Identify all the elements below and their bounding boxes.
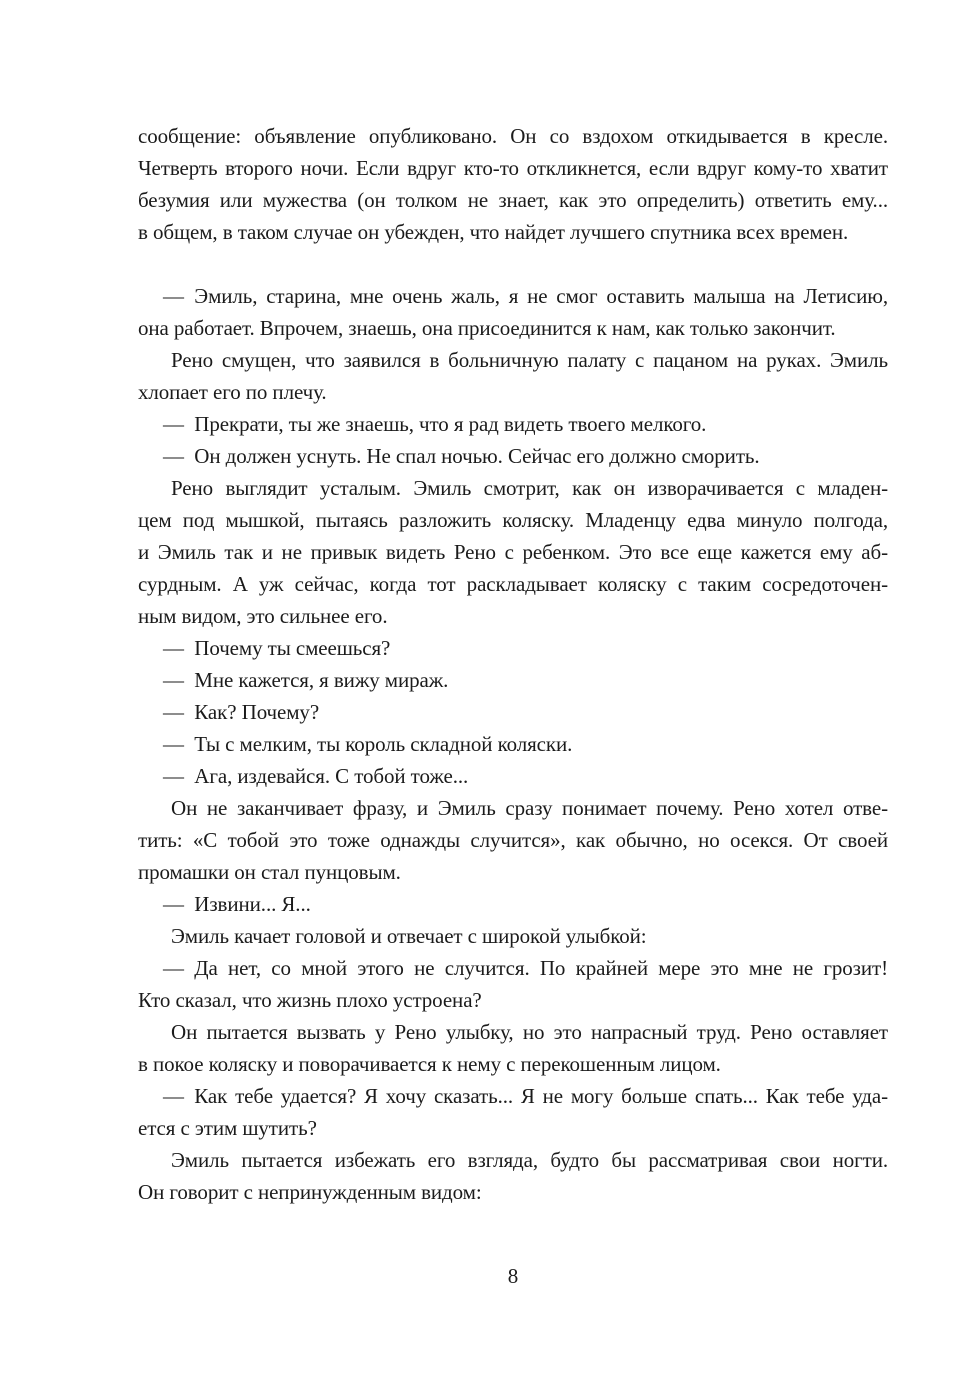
text-line: — Ты с мелким, ты король складной коляски. [163,732,573,756]
dialogue-paragraph [138,664,888,696]
text-line: — Извини... Я... [163,892,311,916]
text-line: безумия или мужества (он толком не знает, как это определить) ответить ему... [138,188,888,212]
text-line: Четверть второго ночи. Если вдруг кто-то откликнется, если вдруг кому-то хватит [138,156,888,180]
dialogue-paragraph [138,952,888,1016]
text-line: и Эмиль так и не привык видеть Рено с ребенком. Это все еще кажется ему аб- [138,540,888,564]
text-line: хлопает его по плечу. [138,380,327,404]
text-line: сурдным. А уж сейчас, когда тот раскладывает коляску с таким сосредоточен- [138,572,888,596]
continuation-paragraph [138,120,888,248]
narrative-paragraph [138,344,888,408]
text-line: Рено смущен, что заявился в больничную палату с пацаном на руках. Эмиль [171,348,888,372]
text-line: Он пытается вызвать у Рено улыбку, но это напрасный труд. Рено оставляет [171,1020,888,1044]
text-line: Рено выглядит усталым. Эмиль смотрит, как он изворачивается с младен- [171,476,888,500]
text-line: — Почему ты смеешься? [163,636,391,660]
text-line: — Да нет, со мной этого не случится. По крайней мере это мне не грозит! [163,956,888,980]
dialogue-paragraph [138,760,888,792]
text-line: Он не заканчивает фразу, и Эмиль сразу понимает почему. Рено хотел отве- [171,796,888,820]
dialogue-paragraph [138,696,888,728]
text-block [138,120,888,1292]
dialogue-paragraph [138,888,888,920]
narrative-paragraph [138,1016,888,1080]
dialogue-paragraph [138,280,888,344]
dialogue-paragraph [138,408,888,440]
paragraphs-container [138,120,888,1208]
dialogue-paragraph [138,632,888,664]
text-line: — Эмиль, старина, мне очень жаль, я не смог оставить малыша на Летисию, [163,284,888,308]
text-line: — Он должен уснуть. Не спал ночью. Сейчас его должно сморить. [163,444,760,468]
page-number: 8 [507,1264,519,1288]
text-line: тить: «С тобой это тоже однажды случится», как обычно, но осекся. От своей [138,828,888,852]
text-line: ется с этим шутить? [138,1116,317,1140]
dialogue-paragraph [138,440,888,472]
text-line: в общем, в таком случае он убежден, что найдет лучшего спутника всех времен. [138,220,849,244]
narrative-paragraph [138,1144,888,1208]
text-line: цем под мышкой, пытаясь разложить коляску. Младенцу едва минуло полгода, [138,508,888,532]
text-line: — Мне кажется, я вижу мираж. [163,668,449,692]
text-line: Эмиль пытается избежать его взгляда, будто бы рассматривая свои ногти. [171,1148,888,1172]
text-line: Он говорит с непринужденным видом: [138,1180,482,1204]
dialogue-paragraph [138,728,888,760]
text-line: промашки он стал пунцовым. [138,860,401,884]
text-line: ным видом, это сильнее его. [138,604,388,628]
text-line: — Как тебе удается? Я хочу сказать... Я не могу больше спать... Как тебе уда- [163,1084,888,1108]
text-line: Эмиль качает головой и отвечает с широкой улыбкой: [171,924,647,948]
text-line: в покое коляску и поворачивается к нему с перекошенным лицом. [138,1052,721,1076]
text-line: сообщение: объявление опубликовано. Он со вздохом откидывается в кресле. [138,124,888,148]
text-line: она работает. Впрочем, знаешь, она присоединится к нам, как только закончит. [138,316,836,340]
dialogue-paragraph [138,1080,888,1144]
narrative-paragraph [138,920,888,952]
text-line: — Ага, издевайся. С тобой тоже... [163,764,469,788]
text-line: — Как? Почему? [163,700,320,724]
narrative-paragraph [138,792,888,888]
narrative-paragraph [138,472,888,632]
text-line: — Прекрати, ты же знаешь, что я рад видеть твоего мелкого. [163,412,707,436]
text-line: Кто сказал, что жизнь плохо устроена? [138,988,482,1012]
